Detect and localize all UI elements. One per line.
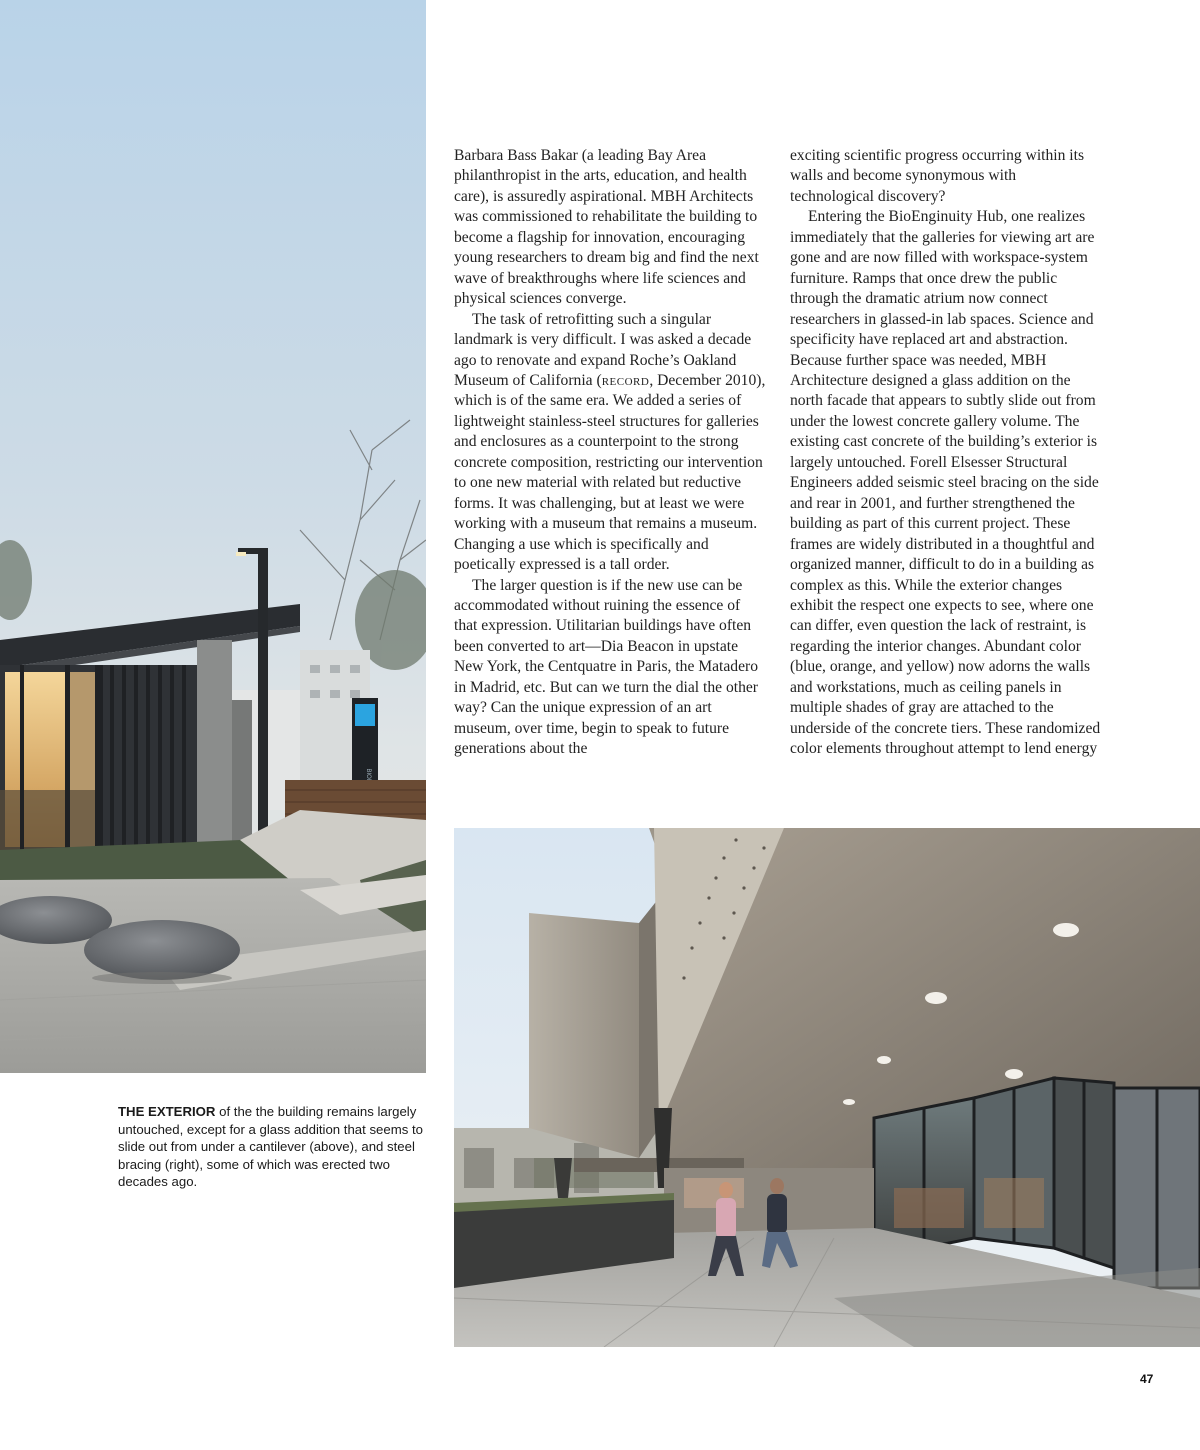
caption-lead: THE EXTERIOR	[118, 1104, 216, 1119]
record-magazine-name: record	[601, 371, 650, 389]
photo-caption	[118, 1103, 428, 1191]
paragraph-text: , December 2010), which is of the same era. We added a series of lightweight stainless-steel structures for galleries and enclosures as a counterpoint to the strong concrete composition, restricting our intervention to one new material with related but reductive forms. It was challenging, but at least we were working with a museum that remains a museum. Changing a use which is specifically and poetically expressed is a tall order.	[454, 371, 766, 574]
paragraph: Barbara Bass Bakar (a leading Bay Area philanthropist in the arts, education, and health care), is assuredly aspirational. MBH Architects was commissioned to rehabilitate the building to become a flagship for innovation, encouraging young researchers to dream big and find the next wave of breakthroughs where life sciences and physical sciences converge.	[454, 147, 759, 308]
page-number: 47	[1140, 1372, 1154, 1386]
exterior-photo	[0, 0, 426, 1073]
paragraph	[454, 310, 766, 576]
body-column-2	[790, 146, 1102, 760]
paragraph: The larger question is if the new use can be accommodated without ruining the essence of that expression. Utilitarian buildings have often been converted to art—Dia Beacon in upstate New York, the Centquatre in Paris, the Matadero in Madrid, etc. But can we turn the dial the other way? Can the unique expression of an art museum, over time, begin to speak to future generations about the	[454, 576, 759, 758]
body-column-1	[454, 146, 766, 760]
caption-text: of the the building remains largely untouched, except for a glass addition that seems to slide out from under a cantilever (above), and steel bracing (right), some of which was erected two decades ago.	[118, 1104, 423, 1189]
paragraph: exciting scientific progress occurring within its walls and become synonymous with technological discovery?	[790, 147, 1085, 205]
undercroft-photo	[454, 828, 1200, 1347]
paragraph: Entering the BioEnginuity Hub, one realizes immediately that the galleries for viewing art are gone and are now filled with workspace-system furniture. Ramps that once drew the public through the dramatic atrium now connect researchers in glassed-in lab spaces. Science and specificity have replaced art and abstraction. Because further space was needed, MBH Architecture designed a glass addition on the north facade that appears to subtly slide out from under the lowest concrete gallery volume. The existing cast concrete of the building’s exterior is largely untouched. Forell Elsesser Structural Engineers added seismic steel bracing on the side and rear in 2001, and further strengthened the building as part of this current project. These frames are widely distributed in a thoughtful and organized manner, difficult to do in a building as complex as this. While the exterior changes exhibit the respect one expects to see, where one can differ, even question the lack of restraint, is regarding the interior changes. Abundant color (blue, orange, and yellow) now adorns the walls and workstations, much as ceiling panels in multiple shades of gray are attached to the underside of the concrete tiers. These randomized color elements throughout attempt to lend energy	[790, 208, 1101, 758]
paragraph-text: The task of retrofitting such a singular landmark is very difficult. I was asked a decade ago to renovate and expand Roche’s Oakland Museum of California (	[454, 310, 752, 389]
